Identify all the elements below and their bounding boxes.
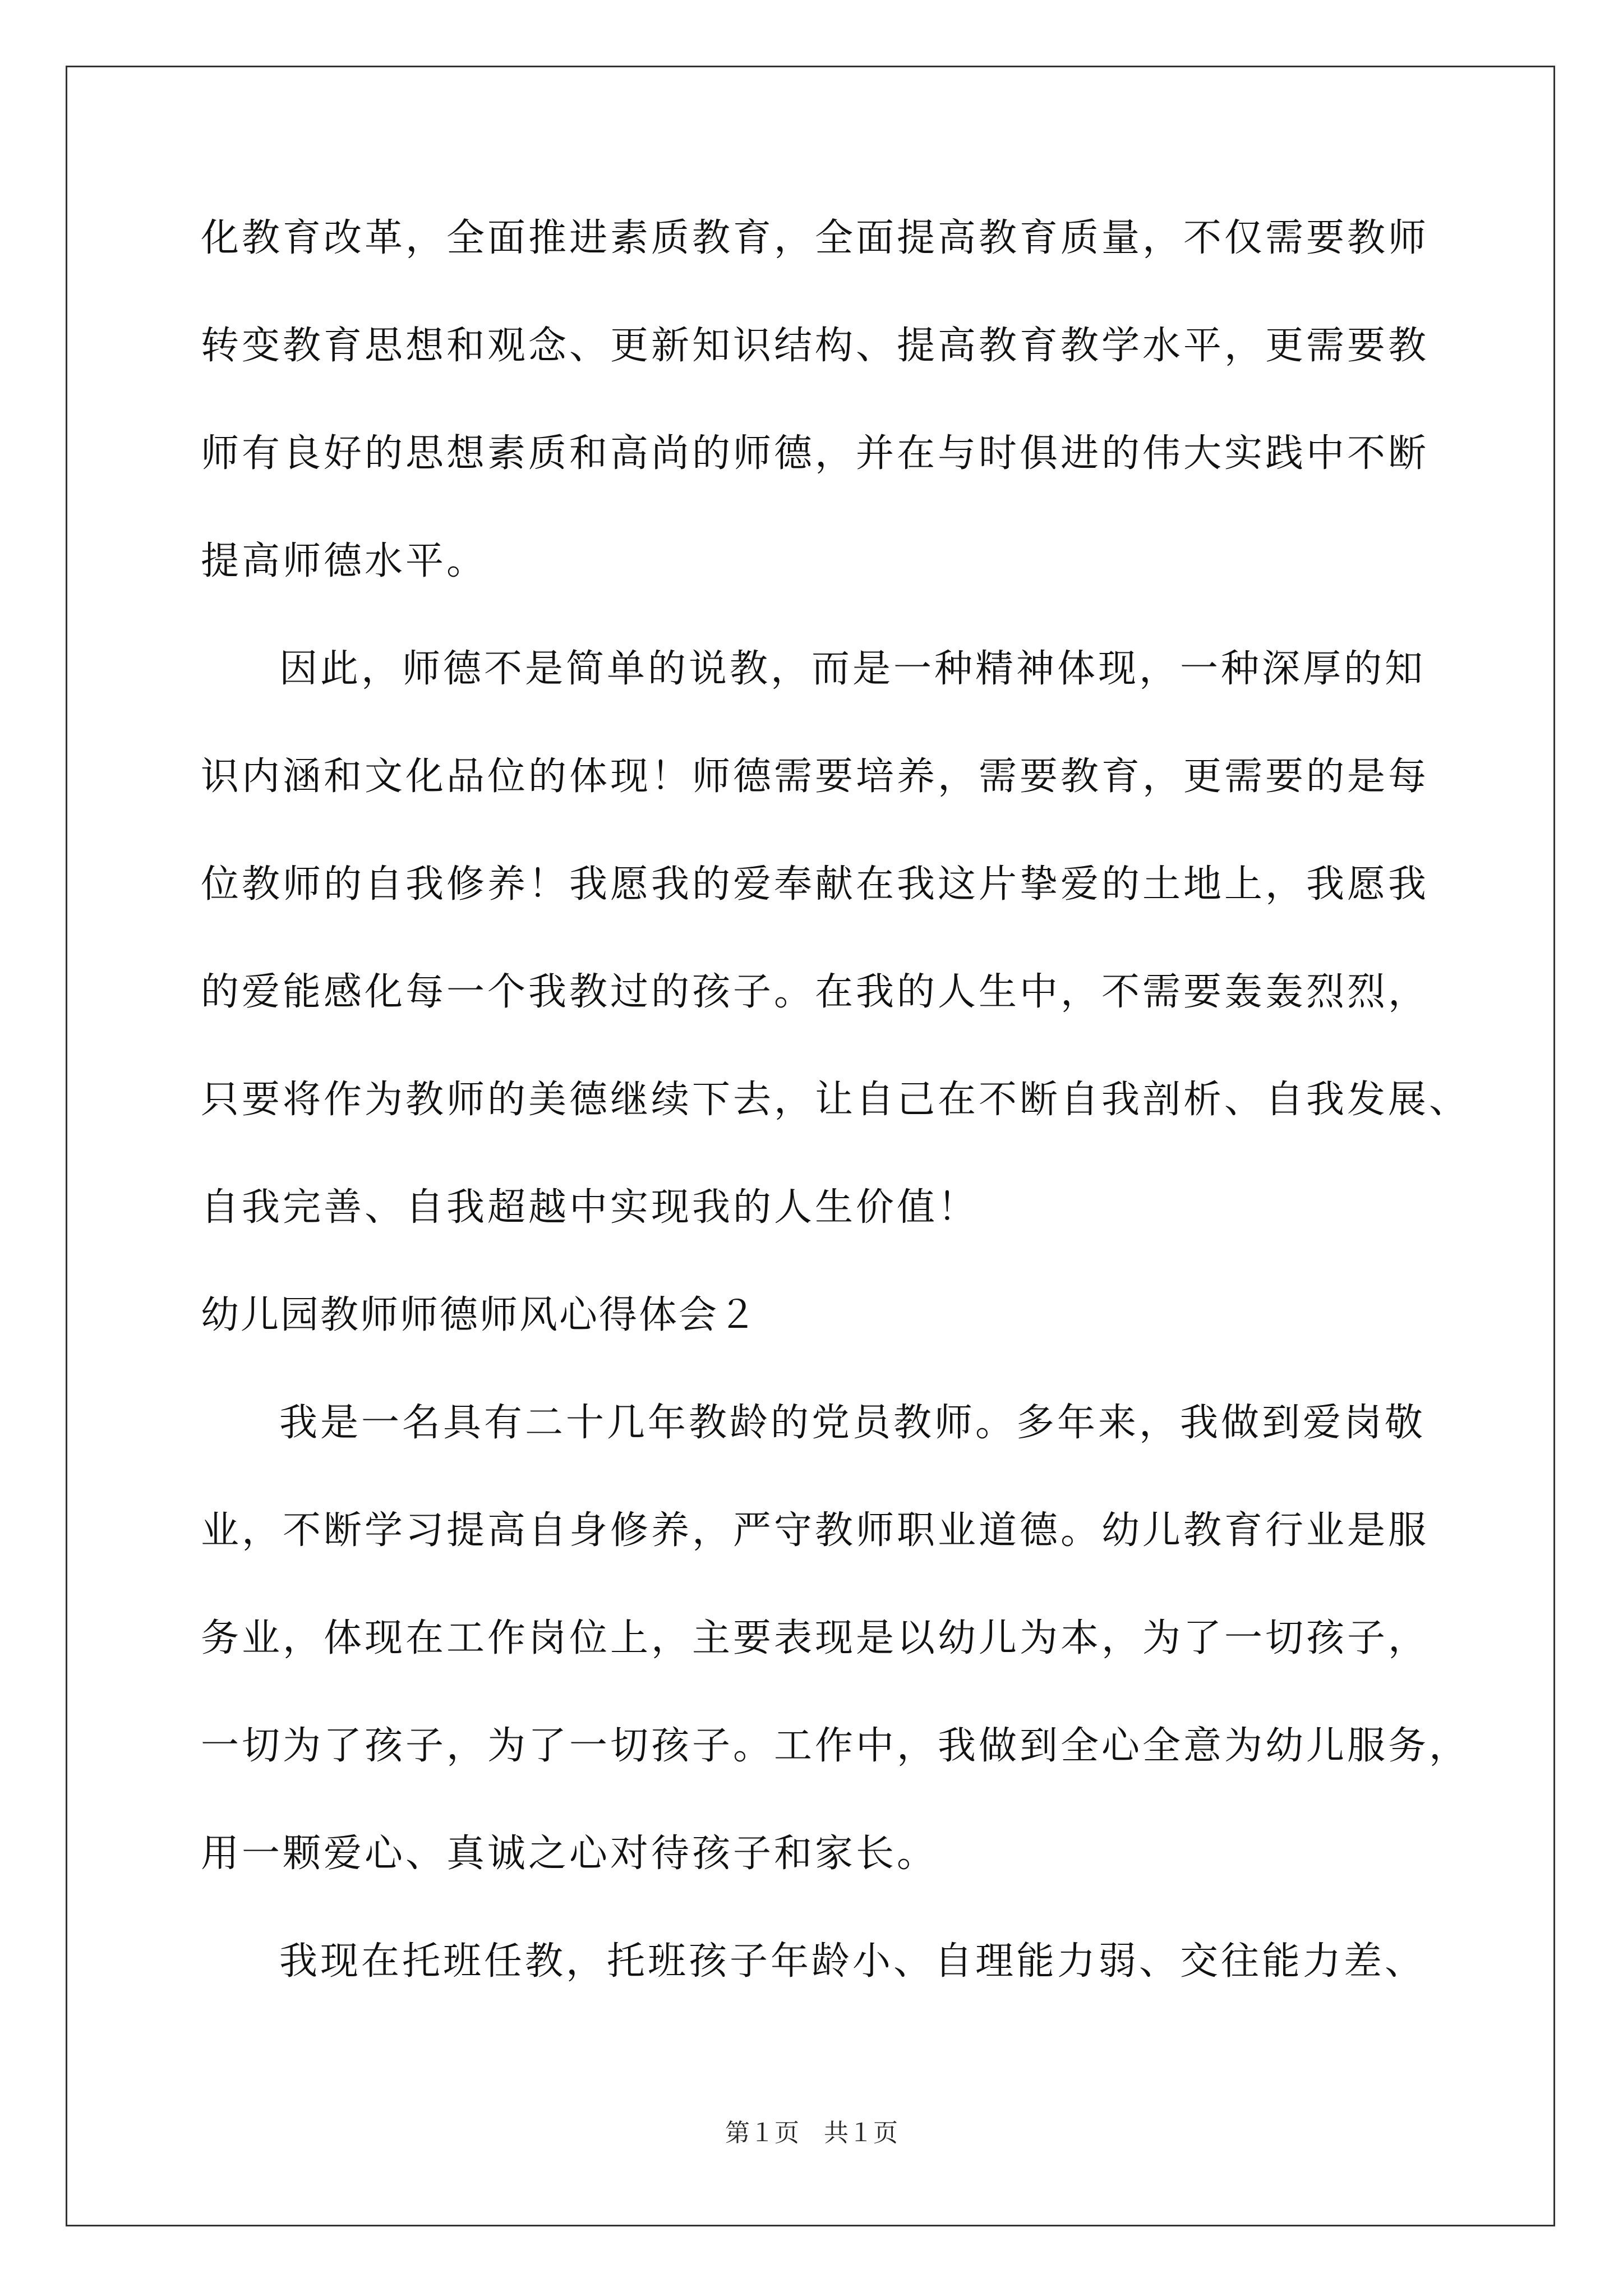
body-line: 一切为了孩子，为了一切孩子。工作中，我做到全心全意为幼儿服务， <box>201 1724 1470 1768</box>
body-line: 只要将作为教师的美德继续下去，让自己在不断自我剖析、自我发展、 <box>201 1078 1470 1122</box>
body-line: 位教师的自我修养！我愿我的爱奉献在我这片挚爱的土地上，我愿我 <box>201 862 1430 907</box>
body-line: 师有良好的思想素质和高尚的师德，并在与时俱进的伟大实践中不断 <box>201 431 1430 476</box>
document-body <box>201 216 1470 2050</box>
body-line: 的爱能感化每一个我教过的孩子。在我的人生中，不需要轰轰烈烈， <box>201 970 1430 1014</box>
body-line: 务业，体现在工作岗位上，主要表现是以幼儿为本，为了一切孩子， <box>201 1616 1430 1660</box>
body-line: 自我完善、自我超越中实现我的人生价值！ <box>201 1185 979 1230</box>
body-line: 识内涵和文化品位的体现！师德需要培养，需要教育，更需要的是每 <box>201 754 1430 799</box>
body-line: 转变教育思想和观念、更新知识结构、提高教育教学水平，更需要教 <box>201 324 1430 368</box>
body-line: 用一颗爱心、真诚之心对待孩子和家长。 <box>201 1832 938 1876</box>
page-footer: 第１页 共１页 <box>725 2119 898 2147</box>
paragraph-start: 我是一名具有二十几年教龄的党员教师。多年来，我做到爱岗敬 <box>279 1401 1426 1445</box>
body-line: 提高师德水平。 <box>201 539 488 583</box>
paragraph-start: 因此，师德不是简单的说教，而是一种精神体现，一种深厚的知 <box>279 647 1426 691</box>
body-line: 业，不断学习提高自身修养，严守教师职业道德。幼儿教育行业是服 <box>201 1508 1430 1553</box>
section-heading: 幼儿园教师师德师风心得体会２ <box>201 1293 759 1337</box>
body-line: 化教育改革，全面推进素质教育，全面提高教育质量，不仅需要教师 <box>201 216 1430 260</box>
paragraph-start: 我现在托班任教，托班孩子年龄小、自理能力弱、交往能力差、 <box>279 1939 1426 1984</box>
